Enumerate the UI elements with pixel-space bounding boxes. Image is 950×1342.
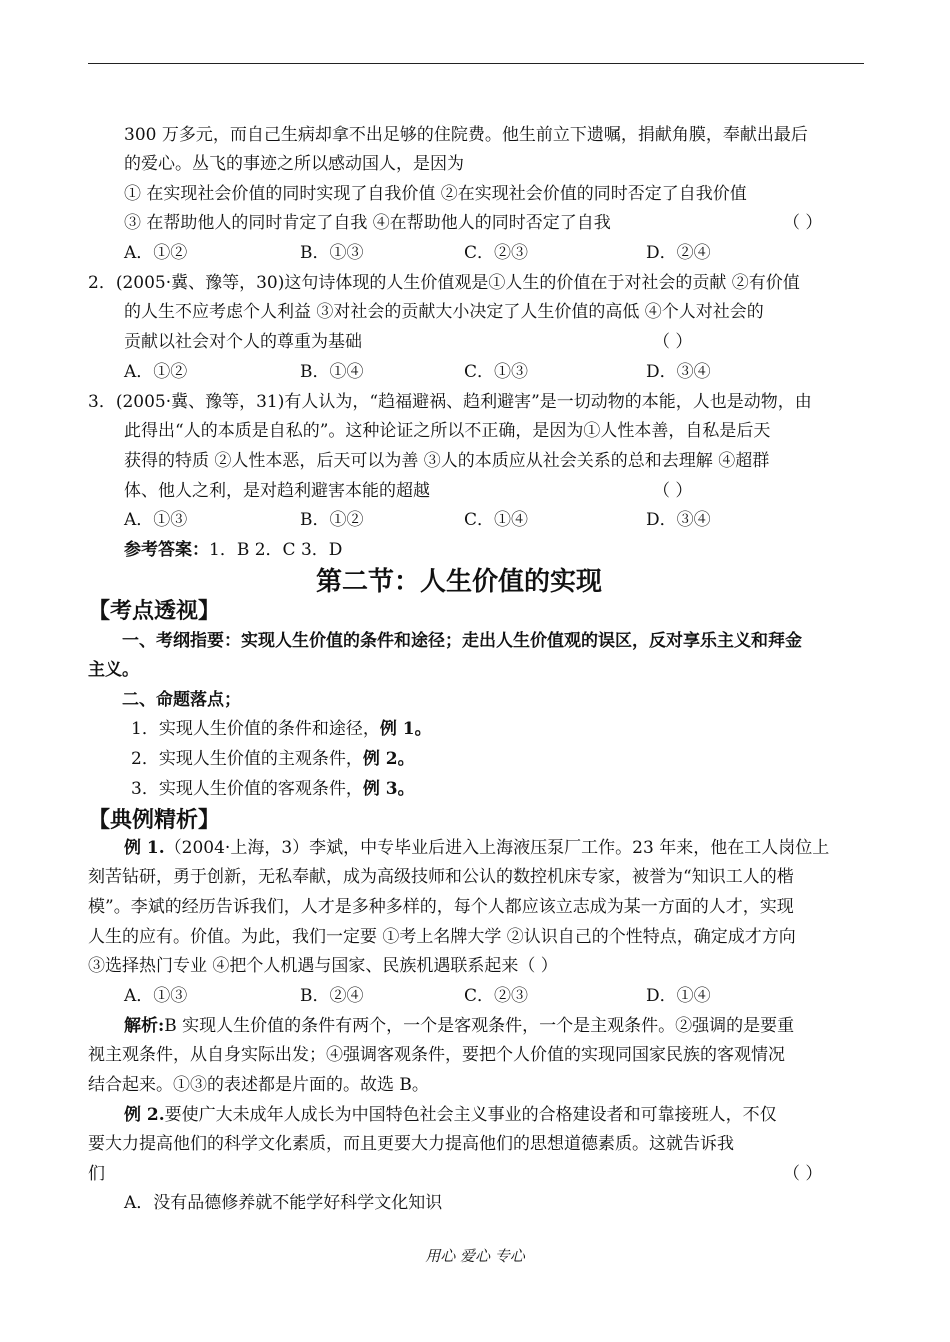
q1-line-2: 的爱心。丛飞的事迹之所以感动国人，是因为 xyxy=(124,154,464,174)
outline-line-1: 一、考纲指要：实现人生价值的条件和途径；走出人生价值观的误区，反对享乐主义和拜金 xyxy=(122,631,802,651)
example-1-option-c: C．②③ xyxy=(464,986,529,1006)
q3-option-c: C．①④ xyxy=(464,510,529,530)
point-3-ref: 例 3。 xyxy=(362,779,415,799)
point-1-ref: 例 1。 xyxy=(379,719,432,739)
example-1-line-3: 模”。李斌的经历告诉我们，人才是多种多样的，每个人都应该立志成为某一方面的人才，实现 xyxy=(88,897,794,917)
q1-answer-paren: （ ） xyxy=(783,213,823,233)
q2-option-b: B．①④ xyxy=(300,362,364,382)
analysis-text-1: B 实现人生价值的条件有两个，一个是客观条件，一个是主观条件。②强调的是要重 xyxy=(164,1016,795,1036)
q2-line-3: 贡献以社会对个人的尊重为基础 xyxy=(124,332,362,352)
example-2-text-1: 要使广大未成年人成长为中国特色社会主义事业的合格建设者和可靠接班人，不仅 xyxy=(164,1105,777,1125)
analysis-line-2: 视主观条件，从自身实际出发；④强调客观条件，要把个人价值的实现同国家民族的客观情况 xyxy=(88,1045,785,1065)
point-3-text: 3．实现人生价值的客观条件， xyxy=(131,779,363,799)
example-1-text-1: （2004·上海，3）李斌，中专毕业后进入上海液压泵厂工作。23 年来，他在工人岗位上 xyxy=(164,838,830,858)
header-rule xyxy=(88,63,864,64)
q3-option-d: D．③④ xyxy=(646,510,711,530)
reference-answers-text: 1．B 2．C 3．D xyxy=(209,540,343,560)
points-title: 二、命题落点； xyxy=(122,690,241,710)
page-footer: 用心 爱心 专心 xyxy=(425,1247,525,1265)
example-1-label: 例 1. xyxy=(124,838,165,858)
q3-line-3: 获得的特质 ②人性本恶，后天可以为善 ③人的本质应从社会关系的总和去理解 ④超群 xyxy=(124,451,770,471)
q1-option-c: C．②③ xyxy=(464,243,529,263)
point-2-ref: 例 2。 xyxy=(362,749,415,769)
q3-line-2: 此得出“人的本质是自私的”。这种论证之所以不正确，是因为①人性本善，自私是后天 xyxy=(124,421,771,441)
example-2-line-2: 要大力提高他们的科学文化素质，而且更要大力提高他们的思想道德素质。这就告诉我 xyxy=(88,1134,734,1154)
example-2-option-a: A．没有品德修养就不能学好科学文化知识 xyxy=(124,1193,443,1213)
point-2 xyxy=(131,748,415,770)
example-2-line-1 xyxy=(124,1104,777,1126)
q3-line-4: 体、他人之利，是对趋利避害本能的超越 xyxy=(124,481,430,501)
kaodian-heading: 【考点透视】 xyxy=(88,598,221,624)
q2-option-a: A．①② xyxy=(124,362,188,382)
example-1-line-2: 刻苦钻研，勇于创新，无私奉献，成为高级技师和公认的数控机床专家，被誉为“知识工人的楷 xyxy=(88,867,794,887)
q1-line-3: ① 在实现社会价值的同时实现了自我价值 ②在实现社会价值的同时否定了自我价值 xyxy=(124,184,747,204)
example-1-line-1 xyxy=(124,837,829,859)
section-title: 第二节：人生价值的实现 xyxy=(316,567,603,597)
analysis-line-3: 结合起来。①③的表述都是片面的。故选 B。 xyxy=(88,1075,429,1095)
point-1 xyxy=(131,718,432,740)
example-1-option-d: D．①④ xyxy=(646,986,711,1006)
q3-answer-paren: （ ） xyxy=(653,481,693,501)
q3-option-b: B．①② xyxy=(300,510,364,530)
q2-line-2: 的人生不应考虑个人利益 ③对社会的贡献大小决定了人生价值的高低 ④个人对社会的 xyxy=(124,302,764,322)
example-1-option-a: A．①③ xyxy=(124,986,188,1006)
reference-answers xyxy=(124,539,342,561)
analysis-line-1 xyxy=(124,1015,794,1037)
q2-answer-paren: （ ） xyxy=(653,332,693,352)
q1-line-1: 300 万多元，而自己生病却拿不出足够的住院费。他生前立下遗嘱，捐献角膜，奉献出最后 xyxy=(124,125,808,145)
point-3 xyxy=(131,778,415,800)
q1-option-a: A．①② xyxy=(124,243,188,263)
q1-option-b: B．①③ xyxy=(300,243,364,263)
q2-line-1: 2．(2005·冀、豫等，30)这句诗体现的人生价值观是①人生的价值在于对社会的贡献 ②有价值 xyxy=(88,273,800,293)
example-2-label: 例 2. xyxy=(124,1105,165,1125)
example-2-answer-paren: （ ） xyxy=(783,1164,823,1184)
q1-line-4: ③ 在帮助他人的同时肯定了自我 ④在帮助他人的同时否定了自我 xyxy=(124,213,611,233)
q3-line-1: 3．(2005·冀、豫等，31)有人认为，“趋福避祸、趋利避害”是一切动物的本能，人也是动物，由 xyxy=(88,392,812,412)
example-1-option-b: B．②④ xyxy=(300,986,364,1006)
outline-line-2: 主义。 xyxy=(88,660,139,680)
example-1-line-4: 人生的应有。价值。为此，我们一定要 ①考上名牌大学 ②认识自己的个性特点，确定成才方向 xyxy=(88,927,796,947)
q2-option-c: C．①③ xyxy=(464,362,529,382)
analysis-label: 解析: xyxy=(124,1016,165,1036)
q1-option-d: D．②④ xyxy=(646,243,711,263)
example-2-line-3: 们 xyxy=(88,1164,105,1184)
point-2-text: 2．实现人生价值的主观条件， xyxy=(131,749,363,769)
reference-answers-label: 参考答案： xyxy=(124,540,209,560)
q3-option-a: A．①③ xyxy=(124,510,188,530)
q2-option-d: D．③④ xyxy=(646,362,711,382)
example-1-line-5: ③选择热门专业 ④把个人机遇与国家、民族机遇联系起来（ ） xyxy=(88,956,558,976)
point-1-text: 1．实现人生价值的条件和途径， xyxy=(131,719,380,739)
dianli-heading: 【典例精析】 xyxy=(88,807,221,833)
